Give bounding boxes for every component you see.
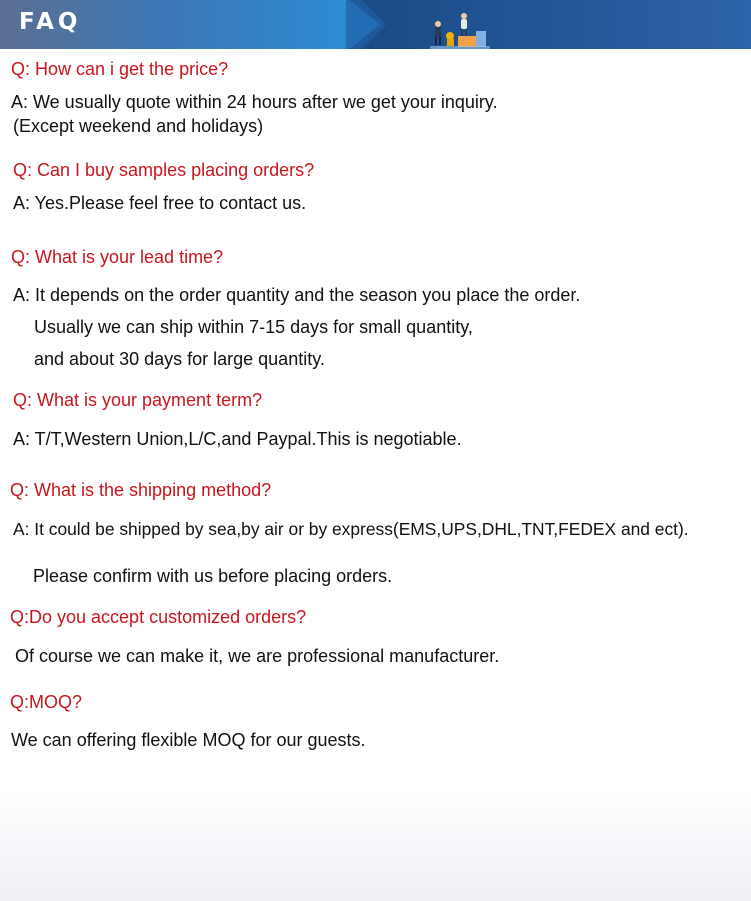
people-illustration-icon <box>428 6 492 49</box>
header-chevron-accent <box>346 0 386 49</box>
faq-question-2: Q: Can I buy samples placing orders? <box>13 160 315 180</box>
faq-answer-5-line-1: A: It could be shipped by sea,by air or by express(EMS,UPS,DHL,TNT,FEDEX and ect). <box>13 519 689 539</box>
faq-answer-1-line-2: (Except weekend and holidays) <box>13 116 264 136</box>
faq-answer-2-line-1: A: Yes.Please feel free to contact us. <box>13 193 307 213</box>
header-title: FAQ <box>19 9 82 35</box>
faq-header <box>0 0 751 49</box>
faq-question-6: Q:Do you accept customized orders? <box>10 607 307 627</box>
faq-answer-3-line-2: Usually we can ship within 7-15 days for small quantity, <box>34 317 473 337</box>
faq-answer-6-line-1: Of course we can make it, we are professional manufacturer. <box>15 646 500 666</box>
faq-answer-1-line-1: A: We usually quote within 24 hours after we get your inquiry. <box>11 92 498 112</box>
faq-answer-4-line-1: A: T/T,Western Union,L/C,and Paypal.This is negotiable. <box>13 429 462 449</box>
faq-answer-7-line-1: We can offering flexible MOQ for our guests. <box>11 730 366 750</box>
faq-answer-3-line-1: A: It depends on the order quantity and the season you place the order. <box>13 285 581 305</box>
faq-question-1: Q: How can i get the price? <box>11 59 229 79</box>
faq-question-7: Q:MOQ? <box>10 692 83 712</box>
faq-question-3: Q: What is your lead time? <box>11 247 224 267</box>
faq-answer-3-line-3: and about 30 days for large quantity. <box>34 349 325 369</box>
faq-answer-5-line-2: Please confirm with us before placing orders. <box>33 566 393 586</box>
faq-question-4: Q: What is your payment term? <box>13 390 263 410</box>
faq-question-5: Q: What is the shipping method? <box>10 480 272 500</box>
